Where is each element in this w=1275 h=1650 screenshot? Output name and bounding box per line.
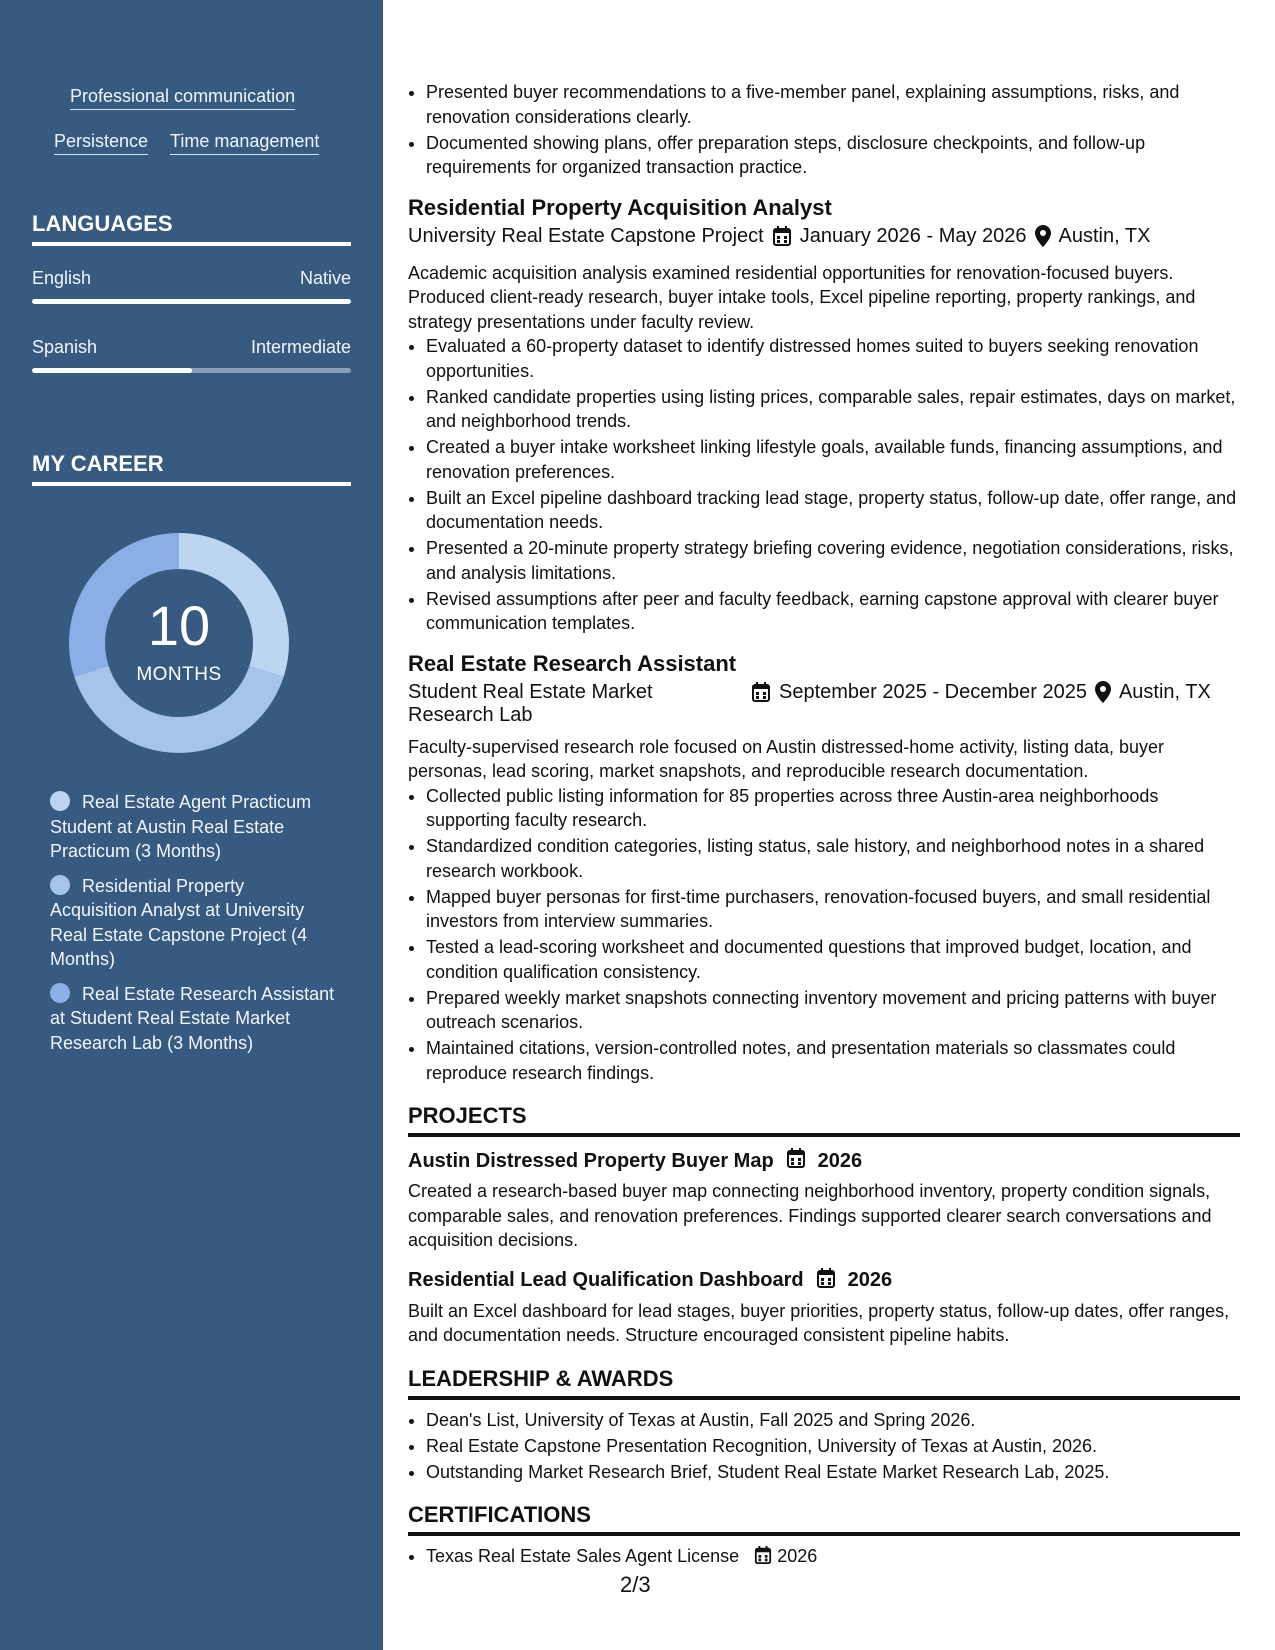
job-org: Student Real Estate Market Research Lab — [408, 680, 653, 726]
bullet: • Presented buyer recommendations to a five-member panel, explaining assumptions, risks, and renovation considerations clearly. — [426, 80, 1240, 129]
bullet: • Maintained citations, version-controlled notes, and presentation materials so classmates could reproduce research findings. — [426, 1036, 1240, 1085]
career-item-text: Real Estate Research Assistant at Student Real Estate Market Research Lab (3 Months) — [50, 983, 335, 1053]
job-bullets — [408, 784, 1240, 1086]
calendar-icon — [786, 1147, 806, 1175]
project-title-row — [408, 1147, 1240, 1175]
bullet: • Tested a lead-scoring worksheet and documented questions that improved budget, location, and condition qualification consistency. — [426, 935, 1240, 984]
career-total-months: 10 — [147, 594, 211, 657]
awards-heading: LEADERSHIP & AWARDS — [408, 1366, 1240, 1400]
skill-tag: Persistence — [54, 131, 148, 155]
proficiency-fill — [32, 299, 351, 304]
languages-heading: LANGUAGES — [32, 211, 351, 246]
career-dot — [50, 983, 70, 1003]
bullet: • Standardized condition categories, listing status, sale history, and neighborhood notes in a shared research workbook. — [426, 834, 1240, 883]
career-unit: MONTHS — [136, 664, 222, 685]
award-item: • Outstanding Market Research Brief, Student Real Estate Market Research Lab, 2025. — [426, 1460, 1240, 1485]
bullet: • Created a buyer intake worksheet linking lifestyle goals, available funds, financing assumptions, and renovation preferences. — [426, 435, 1240, 484]
location-pin-icon — [1095, 681, 1111, 709]
language-level: Native — [299, 268, 351, 288]
career-item — [50, 874, 335, 972]
job-meta — [408, 681, 1240, 727]
career-item-text: Real Estate Agent Practicum Student at Austin Real Estate Practicum (3 Months) — [50, 792, 312, 861]
job-dates: September 2025 - December 2025 — [779, 680, 1087, 703]
career-heading: MY CAREER — [32, 451, 351, 486]
award-item: • Real Estate Capstone Presentation Recognition, University of Texas at Austin, 2026. — [426, 1434, 1240, 1459]
main-content — [408, 0, 1240, 1650]
project-description: Built an Excel dashboard for lead stages, buyer priorities, property status, follow-up dates, offer ranges, and documentation needs. Structure encouraged consistent pipeline habits. — [408, 1300, 1230, 1345]
calendar-icon — [754, 1545, 772, 1572]
project-description: Created a research-based buyer map connecting neighborhood inventory, property condition signals, comparable sales, and renovation preferences. Findings supported clearer search conversations and acquisition decisions. — [408, 1181, 1212, 1250]
job-title: Real Estate Research Assistant — [408, 650, 737, 676]
skill-tag: Time management — [170, 131, 319, 155]
language-proficiency-bar — [32, 368, 351, 373]
calendar-icon — [816, 1267, 836, 1295]
project-title: Residential Lead Qualification Dashboard — [408, 1269, 804, 1291]
awards-list — [408, 1408, 1240, 1485]
job-title: Residential Property Acquisition Analyst — [408, 194, 832, 220]
language-name: Spanish — [32, 337, 98, 357]
language-row — [32, 337, 351, 358]
job-description: Faculty-supervised research role focused on Austin distressed-home activity, listing data, buyer personas, lead scoring, market snapshots, and reproducible research documentation. — [408, 736, 1165, 781]
bullet: • Built an Excel pipeline dashboard tracking lead stage, property status, follow-up date, offer range, and documentation needs. — [426, 486, 1240, 535]
certification-year: 2026 — [777, 1546, 818, 1566]
career-dot — [50, 875, 70, 895]
career-item-text: Residential Property Acquisition Analyst at University Real Estate Capstone Project (4 Months) — [50, 875, 308, 969]
language-row — [32, 268, 351, 289]
job-dates: January 2026 - May 2026 — [799, 224, 1027, 247]
certification-name: Texas Real Estate Sales Agent License — [426, 1546, 740, 1566]
career-item — [50, 790, 335, 864]
skill-tag: Professional communication — [70, 86, 295, 110]
job-location: Austin, TX — [1118, 680, 1211, 703]
language-level: Intermediate — [250, 337, 351, 357]
project-title: Austin Distressed Property Buyer Map — [408, 1149, 774, 1172]
project-title-row — [408, 1267, 1240, 1295]
project-year: 2026 — [817, 1149, 863, 1172]
career-list — [50, 790, 335, 1065]
career-item — [50, 982, 335, 1056]
bullet: • Collected public listing information for 85 properties across three Austin-area neighborhoods supporting faculty research. — [426, 784, 1240, 833]
certifications-heading: CERTIFICATIONS — [408, 1502, 1240, 1536]
bullet: • Revised assumptions after peer and faculty feedback, earning capstone approval with clearer buyer communication templates. — [426, 587, 1240, 636]
content-flow — [408, 80, 1240, 1573]
bullet: • Evaluated a 60-property dataset to identify distressed homes suited to buyers seeking renovation opportunities. — [426, 334, 1240, 383]
job-org: University Real Estate Capstone Project — [408, 224, 764, 247]
sidebar — [0, 0, 383, 1650]
language-proficiency-bar — [32, 299, 351, 304]
projects-heading: PROJECTS — [408, 1103, 1240, 1137]
job-meta — [408, 225, 1240, 253]
previous-job-bullets — [408, 80, 1240, 180]
bullet: • Prepared weekly market snapshots connecting inventory movement and pricing patterns with buyer outreach scenarios. — [426, 986, 1240, 1035]
bullet: • Ranked candidate properties using listing prices, comparable sales, repair estimates, days on market, and neighborhood trends. — [426, 385, 1240, 434]
page-number: 2/3 — [620, 1572, 651, 1597]
bullet: • Presented a 20-minute property strategy briefing covering evidence, negotiation considerations, risks, and analysis limitations. — [426, 536, 1240, 585]
bullet: • Mapped buyer personas for first-time purchasers, renovation-focused buyers, and small residential investors from interview summaries. — [426, 885, 1240, 934]
location-pin-icon — [1035, 225, 1051, 253]
job-description: Academic acquisition analysis examined residential opportunities for renovation-focused buyers. Produced client-ready research, buyer intake tools, Excel pipeline reporting, property rankings, and strategy presentations under faculty review. — [408, 262, 1196, 332]
job-location: Austin, TX — [1058, 224, 1151, 247]
language-name: English — [32, 268, 92, 288]
calendar-icon — [772, 225, 792, 253]
calendar-icon — [751, 681, 771, 709]
project-year: 2026 — [847, 1269, 893, 1291]
certifications-list — [408, 1544, 1240, 1572]
proficiency-fill — [32, 368, 192, 373]
bullet: • Documented showing plans, offer preparation steps, disclosure checkpoints, and follow-up requirements for organized transaction practice. — [426, 131, 1240, 180]
job-bullets — [408, 334, 1240, 636]
award-item: • Dean's List, University of Texas at Austin, Fall 2025 and Spring 2026. — [426, 1408, 1240, 1433]
career-dot — [50, 791, 70, 811]
certification-item — [426, 1544, 1240, 1572]
